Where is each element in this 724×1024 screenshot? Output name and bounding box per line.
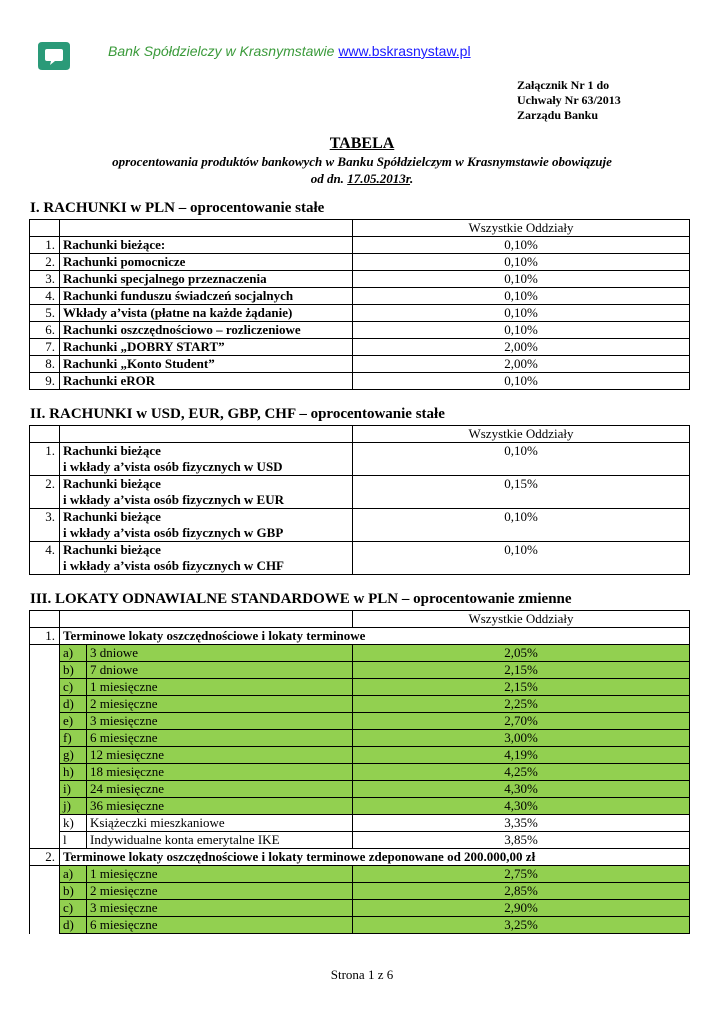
- sub-label: f): [60, 730, 87, 747]
- interest-rate: 2,00%: [353, 356, 690, 373]
- table-row: [30, 373, 690, 390]
- interest-rate: 0,10%: [353, 509, 690, 542]
- interest-rate: 3,00%: [353, 730, 690, 747]
- table-row: [30, 917, 690, 934]
- indent-blank: [30, 781, 60, 798]
- bank-name: Bank Spółdzielczy w Krasnymstawie: [108, 43, 335, 59]
- group-number: 2.: [30, 849, 60, 866]
- account-name: Wkłady a’vista (płatne na każde żądanie): [60, 305, 353, 322]
- account-name: Rachunki „Konto Student”: [60, 356, 353, 373]
- deposit-term: 2 miesięczne: [87, 883, 353, 900]
- header-blank: [60, 611, 353, 628]
- table-row: [30, 542, 690, 575]
- indent-blank: [30, 747, 60, 764]
- account-name-line-1: Rachunki bieżące: [63, 509, 161, 524]
- annex-line-3: Zarządu Banku: [517, 108, 599, 122]
- interest-rate: 0,10%: [353, 443, 690, 476]
- deposit-term: 7 dniowe: [87, 662, 353, 679]
- row-number: 3.: [30, 271, 60, 288]
- deposit-term: 6 miesięczne: [87, 917, 353, 934]
- section-2-table: [29, 425, 690, 575]
- interest-rate: 0,10%: [353, 322, 690, 339]
- subtitle-line-1: oprocentowania produktów bankowych w Banku Spółdzielczym w Krasnymstawie obowiązuje: [112, 154, 612, 169]
- indent-blank: [30, 679, 60, 696]
- table-row: [30, 339, 690, 356]
- interest-rate: 2,75%: [353, 866, 690, 883]
- table-row: [30, 476, 690, 509]
- sub-label: a): [60, 645, 87, 662]
- sub-label: b): [60, 662, 87, 679]
- deposit-term: 6 miesięczne: [87, 730, 353, 747]
- deposit-term: Książeczki mieszkaniowe: [87, 815, 353, 832]
- interest-rate: 0,10%: [353, 271, 690, 288]
- deposit-term: 3 miesięczne: [87, 900, 353, 917]
- row-number: 1.: [30, 443, 60, 476]
- section-1-title: I. RACHUNKI w PLN – oprocentowanie stałe: [30, 200, 325, 216]
- sub-label: d): [60, 917, 87, 934]
- header-blank: [30, 611, 60, 628]
- table-row: [30, 815, 690, 832]
- account-name-line-1: Rachunki bieżące: [63, 476, 161, 491]
- header-blank: [60, 220, 353, 237]
- deposit-term: 1 miesięczne: [87, 866, 353, 883]
- bank-website-link[interactable]: www.bskrasnystaw.pl: [338, 43, 471, 59]
- account-name-line-2: i wkłady a’vista osób fizycznych w CHF: [63, 558, 284, 573]
- row-number: 7.: [30, 339, 60, 356]
- table-row: [30, 696, 690, 713]
- account-name: Rachunki specjalnego przeznaczenia: [60, 271, 353, 288]
- interest-rate: 2,90%: [353, 900, 690, 917]
- account-name: Rachunki oszczędnościowo – rozliczeniowe: [60, 322, 353, 339]
- sub-label: i): [60, 781, 87, 798]
- interest-rate: 0,10%: [353, 288, 690, 305]
- deposit-term: 12 miesięczne: [87, 747, 353, 764]
- interest-rate: 4,30%: [353, 781, 690, 798]
- table-row: [30, 900, 690, 917]
- interest-rate: 0,10%: [353, 237, 690, 254]
- header-blank: [30, 426, 60, 443]
- table-header-row: [30, 220, 690, 237]
- sub-label: h): [60, 764, 87, 781]
- sub-label: g): [60, 747, 87, 764]
- subtitle-suffix: .: [410, 171, 414, 186]
- interest-rate: 0,15%: [353, 476, 690, 509]
- sub-label: k): [60, 815, 87, 832]
- indent-blank: [30, 798, 60, 815]
- table-header-row: [30, 426, 690, 443]
- row-number: 5.: [30, 305, 60, 322]
- table-row: [30, 713, 690, 730]
- deposit-term: 24 miesięczne: [87, 781, 353, 798]
- row-number: 2.: [30, 476, 60, 509]
- annex-line-2: Uchwały Nr 63/2013: [517, 93, 621, 107]
- page-footer: Strona 1 z 6: [330, 967, 394, 982]
- page-header: [108, 43, 471, 59]
- account-name: Rachunki bieżące:: [60, 237, 353, 254]
- account-name: [60, 443, 353, 476]
- row-number: 8.: [30, 356, 60, 373]
- document-subtitle: [30, 153, 694, 187]
- indent-blank: [30, 900, 60, 917]
- row-number: 4.: [30, 288, 60, 305]
- header-blank: [60, 426, 353, 443]
- table-row: [30, 305, 690, 322]
- row-number: 3.: [30, 509, 60, 542]
- sub-label: c): [60, 900, 87, 917]
- account-name: Rachunki funduszu świadczeń socjalnych: [60, 288, 353, 305]
- section-3-title: III. LOKATY ODNAWIALNE STANDARDOWE w PLN – oprocentowanie zmienne: [30, 591, 572, 607]
- sub-label: b): [60, 883, 87, 900]
- group-title: Terminowe lokaty oszczędnościowe i lokaty terminowe zdeponowane od 200.000,00 zł: [60, 849, 690, 866]
- interest-rate: 2,25%: [353, 696, 690, 713]
- bank-logo-icon: [36, 40, 72, 72]
- interest-rate: 3,25%: [353, 917, 690, 934]
- group-number: 1.: [30, 628, 60, 645]
- table-row: [30, 798, 690, 815]
- interest-rate: 2,15%: [353, 662, 690, 679]
- interest-rate: 2,05%: [353, 645, 690, 662]
- interest-rate: 2,15%: [353, 679, 690, 696]
- interest-rate: 2,00%: [353, 339, 690, 356]
- table-row: [30, 271, 690, 288]
- document-title: TABELA: [329, 135, 395, 152]
- indent-blank: [30, 883, 60, 900]
- indent-blank: [30, 713, 60, 730]
- column-header: Wszystkie Oddziały: [353, 220, 690, 237]
- indent-blank: [30, 815, 60, 832]
- sub-label: j): [60, 798, 87, 815]
- column-header: Wszystkie Oddziały: [353, 611, 690, 628]
- sub-label: c): [60, 679, 87, 696]
- annex-note: [517, 78, 621, 123]
- subtitle-line-2: [30, 170, 694, 187]
- table-row: [30, 764, 690, 781]
- indent-blank: [30, 866, 60, 883]
- row-number: 4.: [30, 542, 60, 575]
- deposit-term: 3 miesięczne: [87, 713, 353, 730]
- interest-rate: 0,10%: [353, 305, 690, 322]
- row-number: 9.: [30, 373, 60, 390]
- group-title: Terminowe lokaty oszczędnościowe i lokaty terminowe: [60, 628, 690, 645]
- account-name: Rachunki „DOBRY START”: [60, 339, 353, 356]
- table-row: [30, 254, 690, 271]
- table-row: [30, 509, 690, 542]
- table-row: [30, 356, 690, 373]
- group-header-row: [30, 849, 690, 866]
- section-2-title: II. RACHUNKI w USD, EUR, GBP, CHF – oprocentowanie stałe: [30, 406, 445, 422]
- account-name: [60, 476, 353, 509]
- table-row: [30, 747, 690, 764]
- row-number: 6.: [30, 322, 60, 339]
- header-blank: [30, 220, 60, 237]
- sub-label: a): [60, 866, 87, 883]
- interest-rate: 2,85%: [353, 883, 690, 900]
- account-name-line-2: i wkłady a’vista osób fizycznych w GBP: [63, 525, 284, 540]
- table-row: [30, 866, 690, 883]
- effective-date: 17.05.2013r: [347, 171, 411, 186]
- subtitle-prefix: od dn.: [310, 171, 348, 186]
- row-number: 1.: [30, 237, 60, 254]
- interest-rate: 2,70%: [353, 713, 690, 730]
- table-row: [30, 832, 690, 849]
- table-row: [30, 730, 690, 747]
- table-row: [30, 883, 690, 900]
- table-row: [30, 288, 690, 305]
- interest-rate: 4,30%: [353, 798, 690, 815]
- account-name-line-2: i wkłady a’vista osób fizycznych w EUR: [63, 492, 285, 507]
- account-name: Rachunki pomocnicze: [60, 254, 353, 271]
- indent-blank: [30, 832, 60, 849]
- deposit-term: Indywidualne konta emerytalne IKE: [87, 832, 353, 849]
- row-number: 2.: [30, 254, 60, 271]
- table-row: [30, 781, 690, 798]
- account-name: [60, 509, 353, 542]
- interest-rate: 0,10%: [353, 542, 690, 575]
- interest-rate: 4,25%: [353, 764, 690, 781]
- annex-line-1: Załącznik Nr 1 do: [517, 78, 610, 92]
- interest-rate: 3,85%: [353, 832, 690, 849]
- sub-label: e): [60, 713, 87, 730]
- indent-blank: [30, 730, 60, 747]
- interest-rate: 0,10%: [353, 254, 690, 271]
- table-row: [30, 662, 690, 679]
- table-row: [30, 237, 690, 254]
- deposit-term: 36 miesięczne: [87, 798, 353, 815]
- indent-blank: [30, 917, 60, 934]
- interest-rate: 3,35%: [353, 815, 690, 832]
- account-name-line-1: Rachunki bieżące: [63, 542, 161, 557]
- column-header: Wszystkie Oddziały: [353, 426, 690, 443]
- interest-rate: 0,10%: [353, 373, 690, 390]
- account-name: Rachunki eROR: [60, 373, 353, 390]
- section-3-table: [29, 610, 690, 934]
- indent-blank: [30, 662, 60, 679]
- table-row: [30, 645, 690, 662]
- table-row: [30, 679, 690, 696]
- indent-blank: [30, 696, 60, 713]
- indent-blank: [30, 645, 60, 662]
- sub-label: d): [60, 696, 87, 713]
- indent-blank: [30, 764, 60, 781]
- sub-label: l: [60, 832, 87, 849]
- deposit-term: 18 miesięczne: [87, 764, 353, 781]
- interest-rate: 4,19%: [353, 747, 690, 764]
- deposit-term: 3 dniowe: [87, 645, 353, 662]
- account-name-line-2: i wkłady a’vista osób fizycznych w USD: [63, 459, 283, 474]
- deposit-term: 2 miesięczne: [87, 696, 353, 713]
- table-header-row: [30, 611, 690, 628]
- section-1-table: [29, 219, 690, 390]
- table-row: [30, 322, 690, 339]
- account-name: [60, 542, 353, 575]
- deposit-term: 1 miesięczne: [87, 679, 353, 696]
- account-name-line-1: Rachunki bieżące: [63, 443, 161, 458]
- group-header-row: [30, 628, 690, 645]
- table-row: [30, 443, 690, 476]
